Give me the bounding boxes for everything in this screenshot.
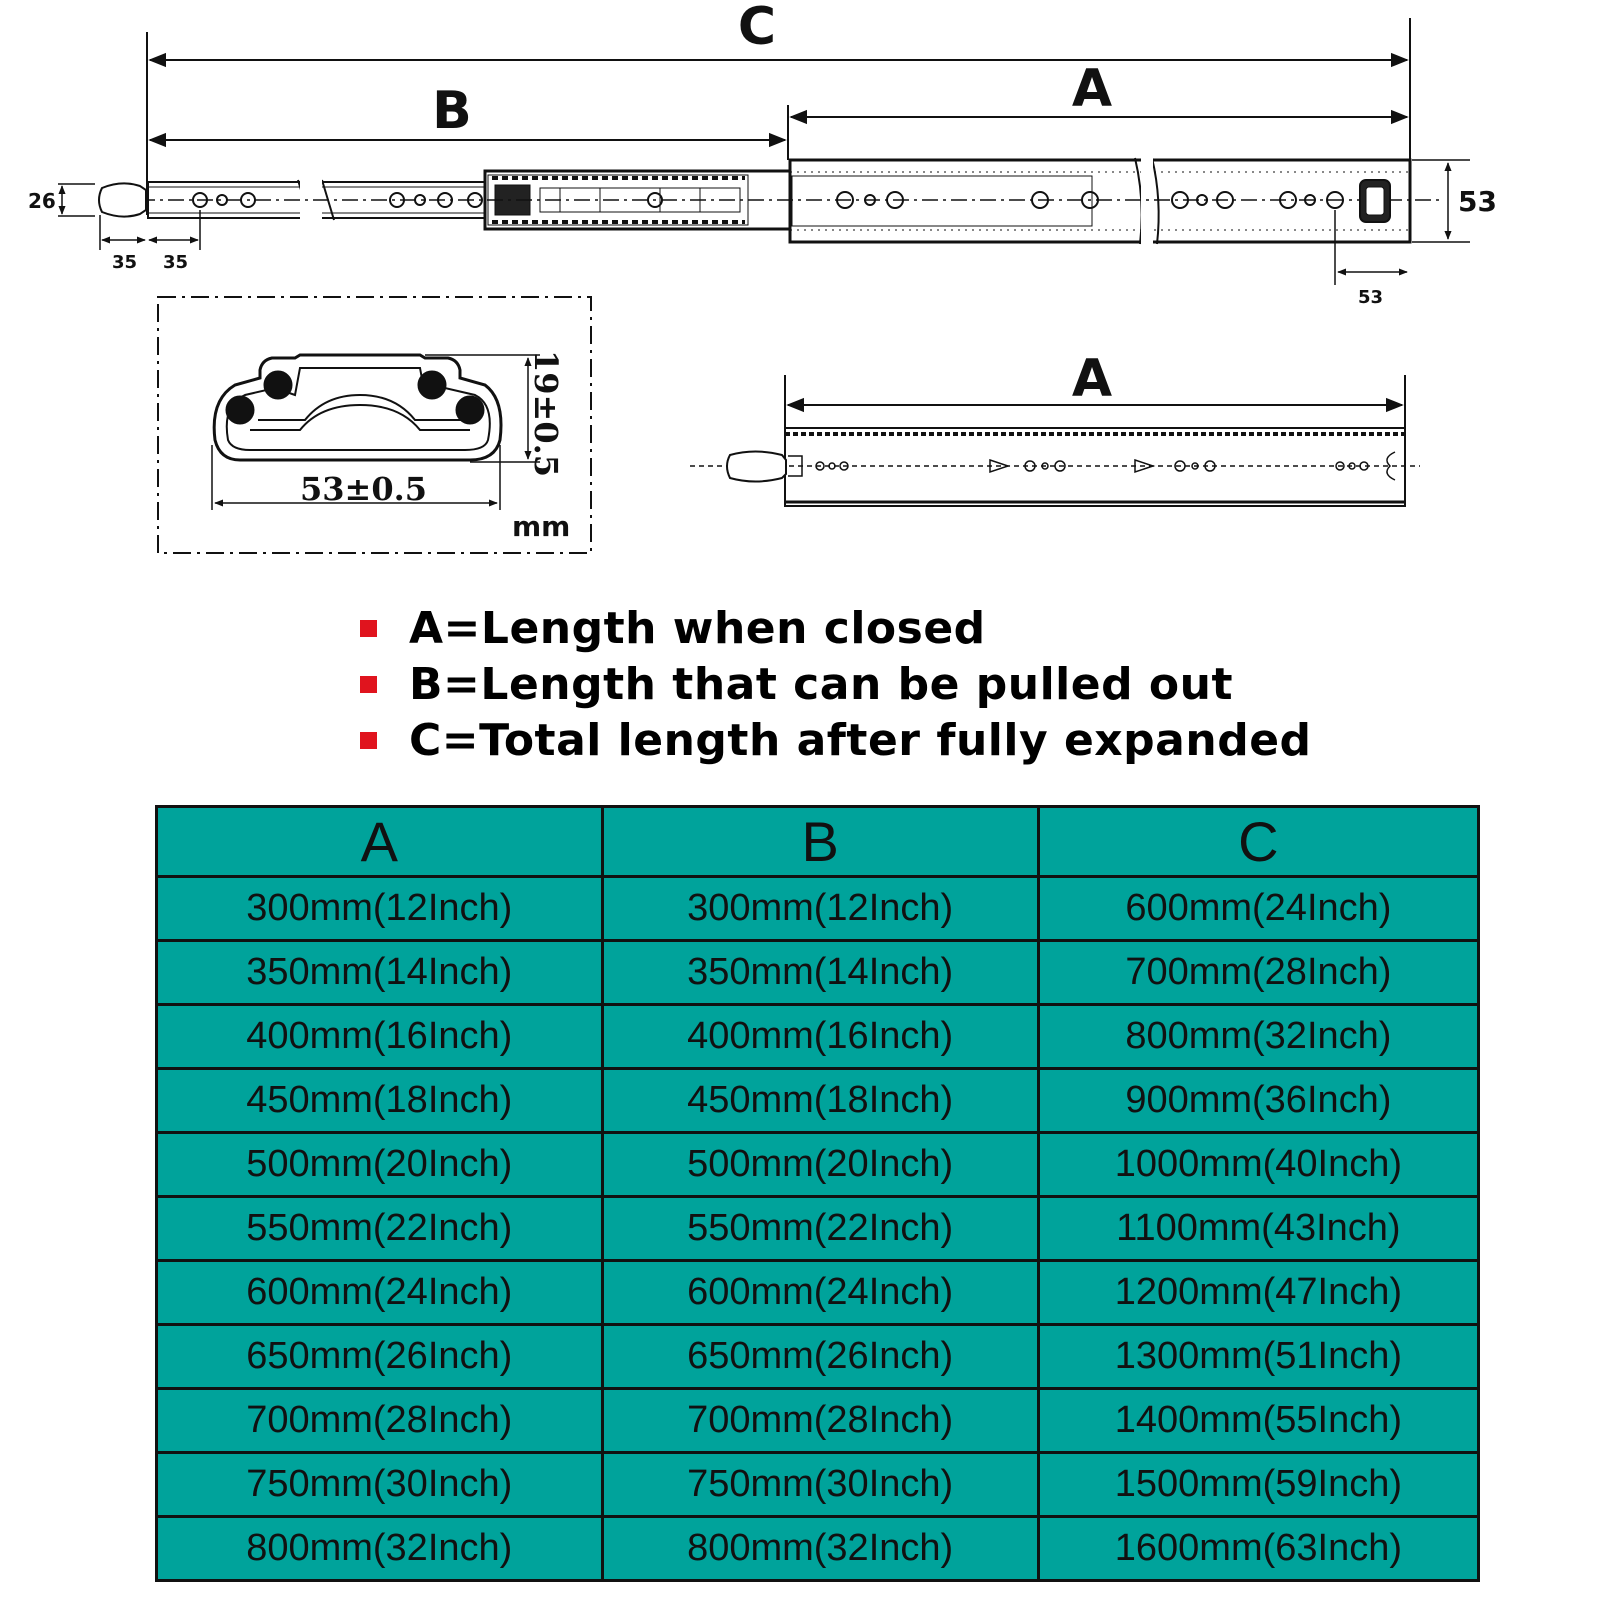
table-cell-b: 650mm(26Inch): [602, 1325, 1038, 1389]
legend-item-b: [360, 656, 1360, 712]
table-cell-b: 700mm(28Inch): [602, 1389, 1038, 1453]
column-header-c: C: [1038, 807, 1478, 877]
table-cell-c: 1300mm(51Inch): [1038, 1325, 1478, 1389]
dimension-label-35-right: 35: [163, 252, 189, 273]
dimension-label-35-left: 35: [112, 252, 138, 273]
table-cell-a: 750mm(30Inch): [157, 1453, 603, 1517]
table-cell-b: 500mm(20Inch): [602, 1133, 1038, 1197]
table-row: [157, 877, 1479, 941]
table-cell-a: 500mm(20Inch): [157, 1133, 603, 1197]
table-cell-b: 550mm(22Inch): [602, 1197, 1038, 1261]
dimension-label-b: B: [432, 81, 472, 141]
table-row: [157, 1389, 1479, 1453]
dimension-label-53-height: 53: [1458, 185, 1497, 218]
table-cell-a: 400mm(16Inch): [157, 1005, 603, 1069]
handle-knob: [99, 183, 146, 216]
table-cell-b: 800mm(32Inch): [602, 1517, 1038, 1581]
column-header-a: A: [157, 807, 603, 877]
table-row: [157, 1261, 1479, 1325]
table-cell-a: 700mm(28Inch): [157, 1389, 603, 1453]
table-cell-b: 450mm(18Inch): [602, 1069, 1038, 1133]
table-row: [157, 1069, 1479, 1133]
legend-text-a: A=Length when closed: [409, 602, 986, 654]
table-cell-a: 550mm(22Inch): [157, 1197, 603, 1261]
table-cell-b: 350mm(14Inch): [602, 941, 1038, 1005]
dimension-label-a-top: A: [1071, 59, 1113, 119]
table-cell-c: 1000mm(40Inch): [1038, 1133, 1478, 1197]
extended-slide-drawing: [58, 18, 1470, 285]
table-cell-c: 1500mm(59Inch): [1038, 1453, 1478, 1517]
table-header-row: [157, 807, 1479, 877]
legend-item-c: [360, 712, 1360, 768]
dimension-label-53-offset: 53: [1358, 287, 1384, 308]
table-cell-c: 700mm(28Inch): [1038, 941, 1478, 1005]
table-cell-a: 450mm(18Inch): [157, 1069, 603, 1133]
table-cell-a: 300mm(12Inch): [157, 877, 603, 941]
table-cell-a: 650mm(26Inch): [157, 1325, 603, 1389]
legend-bullet-icon: [360, 676, 377, 693]
table-row: [157, 1325, 1479, 1389]
column-header-b: B: [602, 807, 1038, 877]
table-cell-a: 350mm(14Inch): [157, 941, 603, 1005]
cross-section-unit-label: mm: [512, 510, 571, 543]
closed-rail: [785, 428, 1405, 506]
table-cell-c: 800mm(32Inch): [1038, 1005, 1478, 1069]
table-cell-c: 1400mm(55Inch): [1038, 1389, 1478, 1453]
table-cell-c: 1200mm(47Inch): [1038, 1261, 1478, 1325]
legend-bullet-icon: [360, 732, 377, 749]
table-body: [157, 877, 1479, 1581]
table-cell-b: 750mm(30Inch): [602, 1453, 1038, 1517]
legend-text-b: B=Length that can be pulled out: [409, 658, 1233, 710]
closed-slide-drawing: [690, 375, 1420, 506]
table-cell-a: 600mm(24Inch): [157, 1261, 603, 1325]
legend-bullet-icon: [360, 620, 377, 637]
table-cell-c: 1600mm(63Inch): [1038, 1517, 1478, 1581]
cross-section-width-label: 53±0.5: [300, 470, 428, 508]
table-cell-c: 900mm(36Inch): [1038, 1069, 1478, 1133]
cross-section-height-label: 19±0.5: [527, 350, 565, 478]
table-cell-b: 300mm(12Inch): [602, 877, 1038, 941]
legend-text-c: C=Total length after fully expanded: [409, 714, 1312, 766]
dimension-label-a-bottom: A: [1071, 349, 1113, 409]
dimension-label-26: 26: [28, 189, 56, 213]
table-cell-c: 600mm(24Inch): [1038, 877, 1478, 941]
dimension-legend: [360, 600, 1360, 768]
table-row: [157, 1453, 1479, 1517]
table-cell-b: 600mm(24Inch): [602, 1261, 1038, 1325]
dimension-label-c: C: [737, 0, 777, 57]
drawer-slide-diagram: [0, 0, 1600, 590]
table-cell-a: 800mm(32Inch): [157, 1517, 603, 1581]
size-table: [155, 805, 1480, 1582]
table-cell-c: 1100mm(43Inch): [1038, 1197, 1478, 1261]
table-row: [157, 1197, 1479, 1261]
legend-item-a: [360, 600, 1360, 656]
table-cell-b: 400mm(16Inch): [602, 1005, 1038, 1069]
table-row: [157, 1517, 1479, 1581]
table-row: [157, 941, 1479, 1005]
table-row: [157, 1133, 1479, 1197]
table-row: [157, 1005, 1479, 1069]
